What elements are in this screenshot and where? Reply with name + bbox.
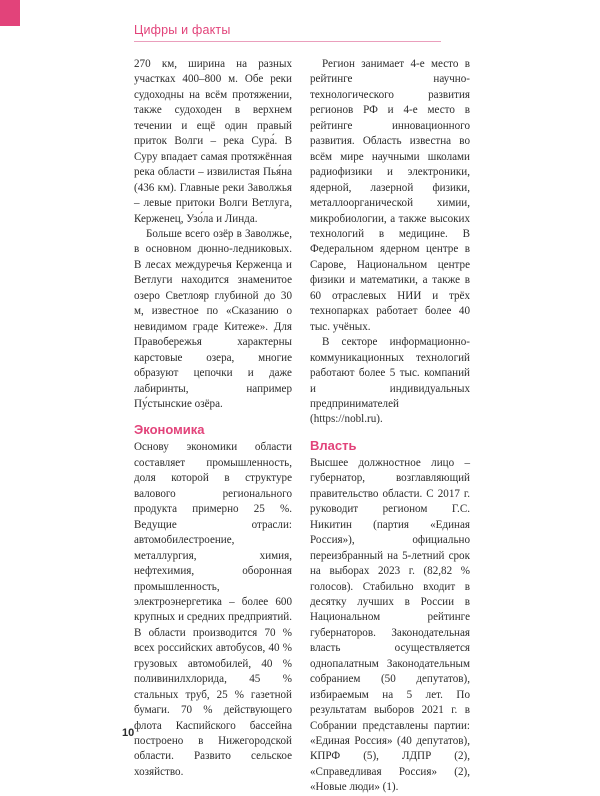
- page-number: 10: [122, 727, 135, 739]
- paragraph-rivers: 270 км, ширина на разных участках 400–800 м. Обе реки судоходны на всём протяжении, также судоходен в верхнем течении и ещё один правый приток Волги – река Сура́. В Суру впадает самая протяжённая река области – извилистая Пья́на (436 км). Главные реки Заволжья – левые притоки Волги Ветлуга, Керженец, Узо́ла и Линда.: [134, 58, 292, 225]
- left-column: [134, 57, 292, 780]
- paragraph-economy: Основу экономики области составляет промышленность, доля которой в структуре валового регионального продукта примерно 25 %. Ведущие отрасли: автомобилестроение, металлургия, химия, нефтехимия, оборонная промышленность, электроэнергетика – более 600 крупных и средних предприятий. В области производится 70 % всех российских автобусов, 40 % грузовых автомобилей, 40 % поливинилхлорида, 45 % стальных труб, 25 % газетной бумаги. 70 % действующего флота Каспийского бассейна построено в Нижегородской области. Развито сельское хозяйство.: [134, 441, 292, 778]
- header-rule: [134, 41, 441, 42]
- running-header: Цифры и факты: [134, 23, 231, 37]
- corner-color-tab: [0, 0, 20, 26]
- paragraph-power: Высшее должностное лицо – губернатор, возглавляющий правительство области. С 2017 г. руководит регионом Г.С. Никитин (партия «Единая Россия»), официально переизбранный на 5-летний срок на выборах 2023 г. (82,82 % голосов). Стабильно входит в десятку лучших в России в Национальном рейтинге губернаторов. Законодательная власть осуществляется однопалатным Законодательным собранием (50 депутатов), избираемым на 5 лет. По результатам выборов 2021 г. в Собрании представлены партии: «Единая Россия» (40 депутатов), КПРФ (5), ЛДПР (2), «Справедливая Россия» (2), «Новые люди» (1).: [310, 456, 470, 794]
- right-column: [310, 57, 470, 796]
- paragraph-it-sector: В секторе информационно-коммуникационных технологий работают более 5 тыс. компаний и индивидуальных предпринимателей (https://nobl.ru).: [310, 336, 470, 426]
- paragraph-lakes: Больше всего озёр в Заволжье, в основном дюнно-ледниковых. В лесах междуречья Керженца и Ветлуги находится знаменитое озеро Светлояр глубиной до 30 м, известное по «Сказанию о невидимом граде Китеже». Для Правобережья характерны карстовые озера, многие образуют цепочки и даже лабиринты, например Пу́стынские озёра.: [134, 227, 292, 410]
- paragraph-science: Регион занимает 4-е место в рейтинге научно-технологического развития регионов РФ и 4-е место в рейтинге инновационного развития. Область известна во всём мире научными школами радиофизики и электроники, ядерной, лазерной физики, металлоорганической химии, микробиологии, а также высоких технологий в медицине. В Федеральном ядерном центре в Сарове, Национальном центре физики и математики, а также в 60 отраслевых НИИ и трёх технопарках работает более 40 тыс. учёных.: [310, 58, 470, 333]
- section-title-economy: Экономика: [134, 422, 205, 438]
- section-title-power: Власть: [310, 437, 357, 453]
